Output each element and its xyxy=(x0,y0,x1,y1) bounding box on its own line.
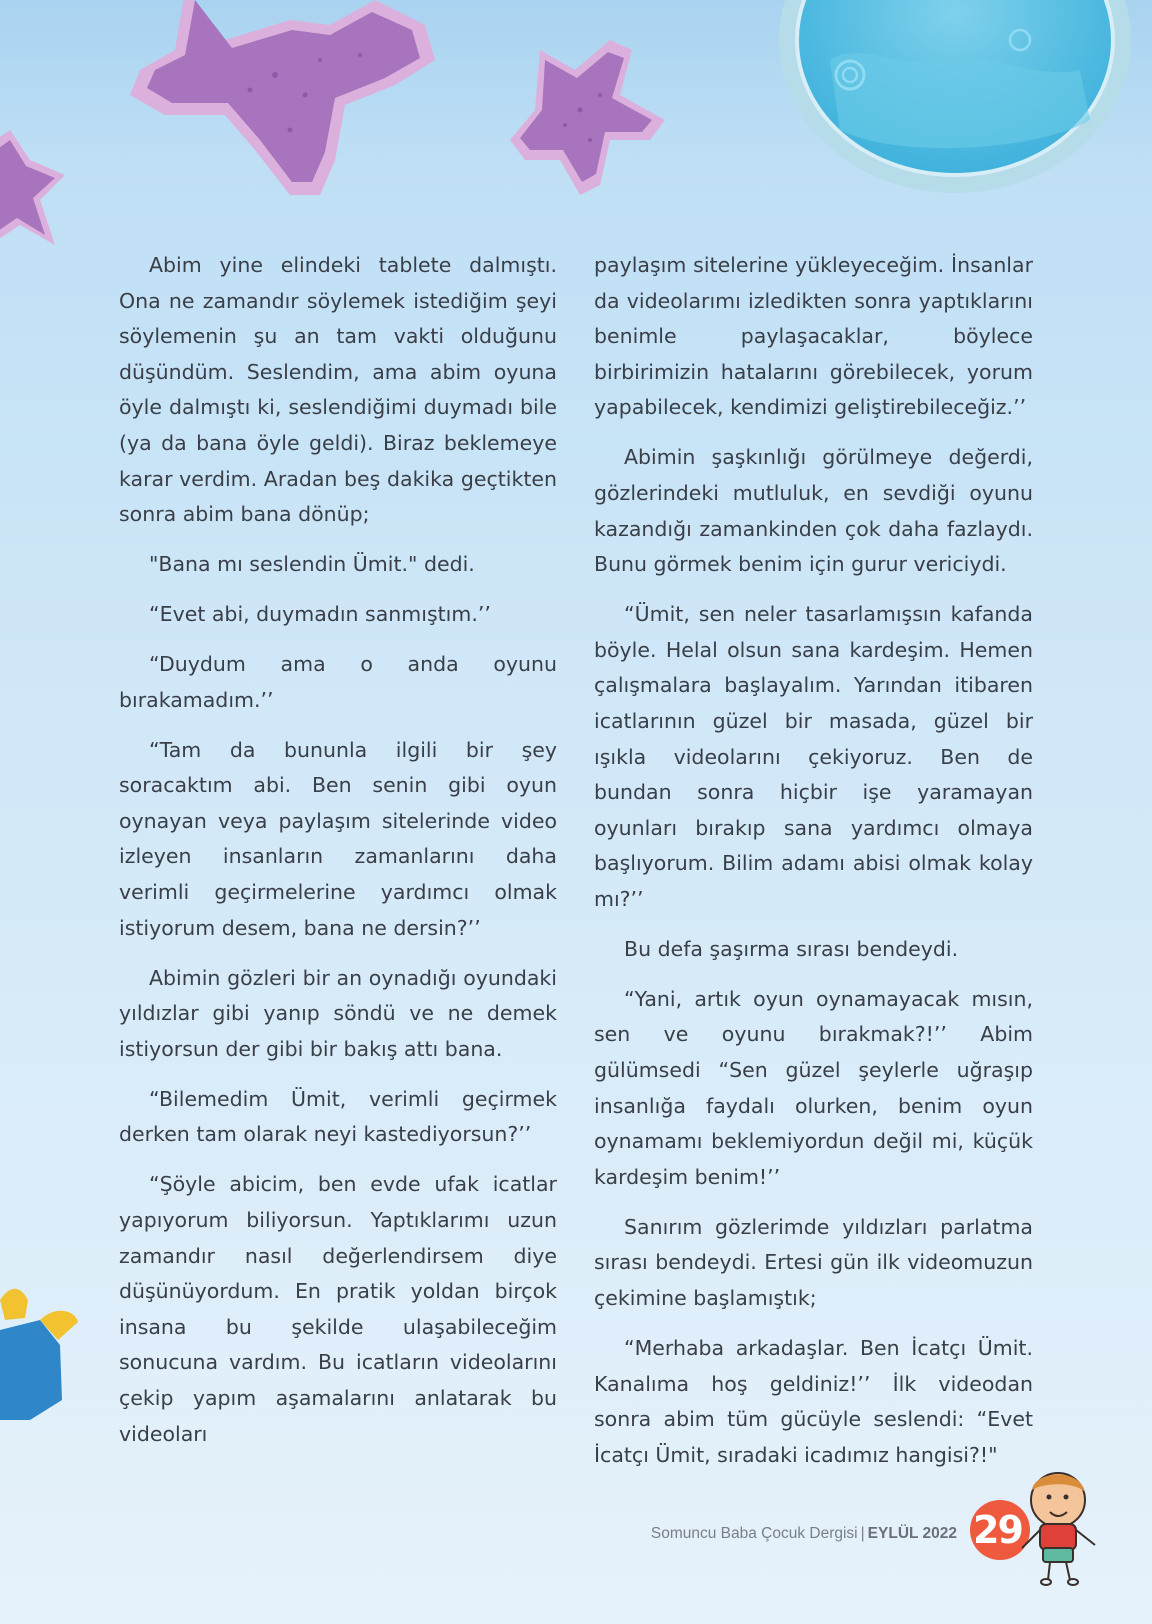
footer-separator: | xyxy=(860,1525,865,1542)
paragraph: "Bana mı seslendin Ümit." dedi. xyxy=(149,552,475,577)
paragraph: Abimin gözleri bir an oynadığı oyundaki yıldızlar gibi yanıp söndü ve ne demek istiyorsun der gibi bir bakış attı bana. xyxy=(119,965,557,1061)
paragraph: “Ümit, sen neler tasarlamışsın kafanda böyle. Helal olsun sana kardeşim. Hemen çalışmalara başlayalım. Yarından itibaren icatlarının güzel bir masada, güzel bir ışıkla videolarını çekiyoruz. Ben de bundan sonra hiçbir işe yaramayan oyunları bırakıp sana yardımcı olmaya başlıyorum. Bilim adamı abisi olmak kolay mı?’’ xyxy=(594,602,1033,911)
page-number: 29 xyxy=(973,1508,1022,1552)
character-feet-icon xyxy=(0,1289,78,1420)
article-right-column xyxy=(594,248,1033,1488)
paragraph: “Merhaba arkadaşlar. Ben İcatçı Ümit. Kanalıma hoş geldiniz!’’ İlk videodan sonra abim tüm gücüyle seslendi: “Evet İcatçı Ümit, sıradaki icadımız hangisi?!" xyxy=(594,1335,1033,1467)
page-footer xyxy=(600,1525,957,1543)
paragraph: Bu defa şaşırma sırası bendeydi. xyxy=(624,936,959,961)
article-left-column xyxy=(119,248,557,1467)
boy-mascot-icon xyxy=(1022,1473,1095,1585)
paragraph: Abim yine elindeki tablete dalmıştı. Ona ne zamandır söylemek istediğim şeyi söylemenin şu an tam vakti olduğunu düşündüm. Seslendim, ama abim oyuna öyle dalmıştı ki, seslendiğimi duymadı bile (ya da bana öyle geldi). Biraz beklemeye karar verdim. Aradan beş dakika geçtikten sonra abim bana dönüp; xyxy=(119,253,557,527)
paragraph: “Yani, artık oyun oynamayacak mısın, sen ve oyunu bırakmak?!’’ Abim gülümsedi “Sen güzel şeylerle uğraşıp insanlığa faydalı olurken, benim oyun oynamamı beklemiyordun değil mi, küçük kardeşim benim!’’ xyxy=(594,986,1033,1189)
paragraph: paylaşım sitelerine yükleyeceğim. İnsanlar da videolarımı izledikten sonra yaptıklarını benimle paylaşacaklar, böylece birbirimizin hatalarını görebilecek, yorum yapabilecek, kendimizi geliştirebileceğiz.’’ xyxy=(594,253,1033,420)
paragraph: Sanırım gözlerimde yıldızları parlatma sırası bendeydi. Ertesi gün ilk videomuzun çekimine başlamıştık; xyxy=(594,1214,1033,1310)
paragraph: “Şöyle abicim, ben evde ufak icatlar yapıyorum biliyorsun. Yaptıklarımı uzun zamandır nasıl değerlendirsem diye düşünüyordum. En pratik yoldan birçok insana bu şekilde ulaşabileceğim sonucuna vardım. Bu icatların videolarını çekip yapım aşamalarını anlatarak bu videoları xyxy=(119,1172,557,1446)
starfish-icon xyxy=(0,130,65,245)
paragraph: “Duydum ama o anda oyunu bırakamadım.’’ xyxy=(119,652,557,712)
paragraph: “Tam da bununla ilgili bir şey soracaktım abi. Ben senin gibi oyun oynayan veya paylaşım sitelerinde video izleyen insanların zamanlarını daha verimli geçirmelerine yardımcı olmak istiyorum desem, bana ne dersin?’’ xyxy=(119,737,557,940)
starfish-icon xyxy=(510,40,665,195)
magazine-name: Somuncu Baba Çocuk Dergisi xyxy=(650,1525,858,1542)
paragraph: “Bilemedim Ümit, verimli geçirmek derken tam olarak neyi kastediyorsun?’’ xyxy=(119,1086,557,1147)
paragraph: Abimin şaşkınlığı görülmeye değerdi, gözlerindeki mutluluk, en sevdiği oyunu kazandığı zamankinden çok daha fazlaydı. Bunu görmek benim için gurur vericiydi. xyxy=(594,445,1033,577)
bubble-icon xyxy=(787,0,1123,185)
starfish-icon xyxy=(130,0,435,195)
paragraph: “Evet abi, duymadın sanmıştım.’’ xyxy=(149,602,491,627)
issue-date: EYLÜL 2022 xyxy=(867,1525,957,1542)
